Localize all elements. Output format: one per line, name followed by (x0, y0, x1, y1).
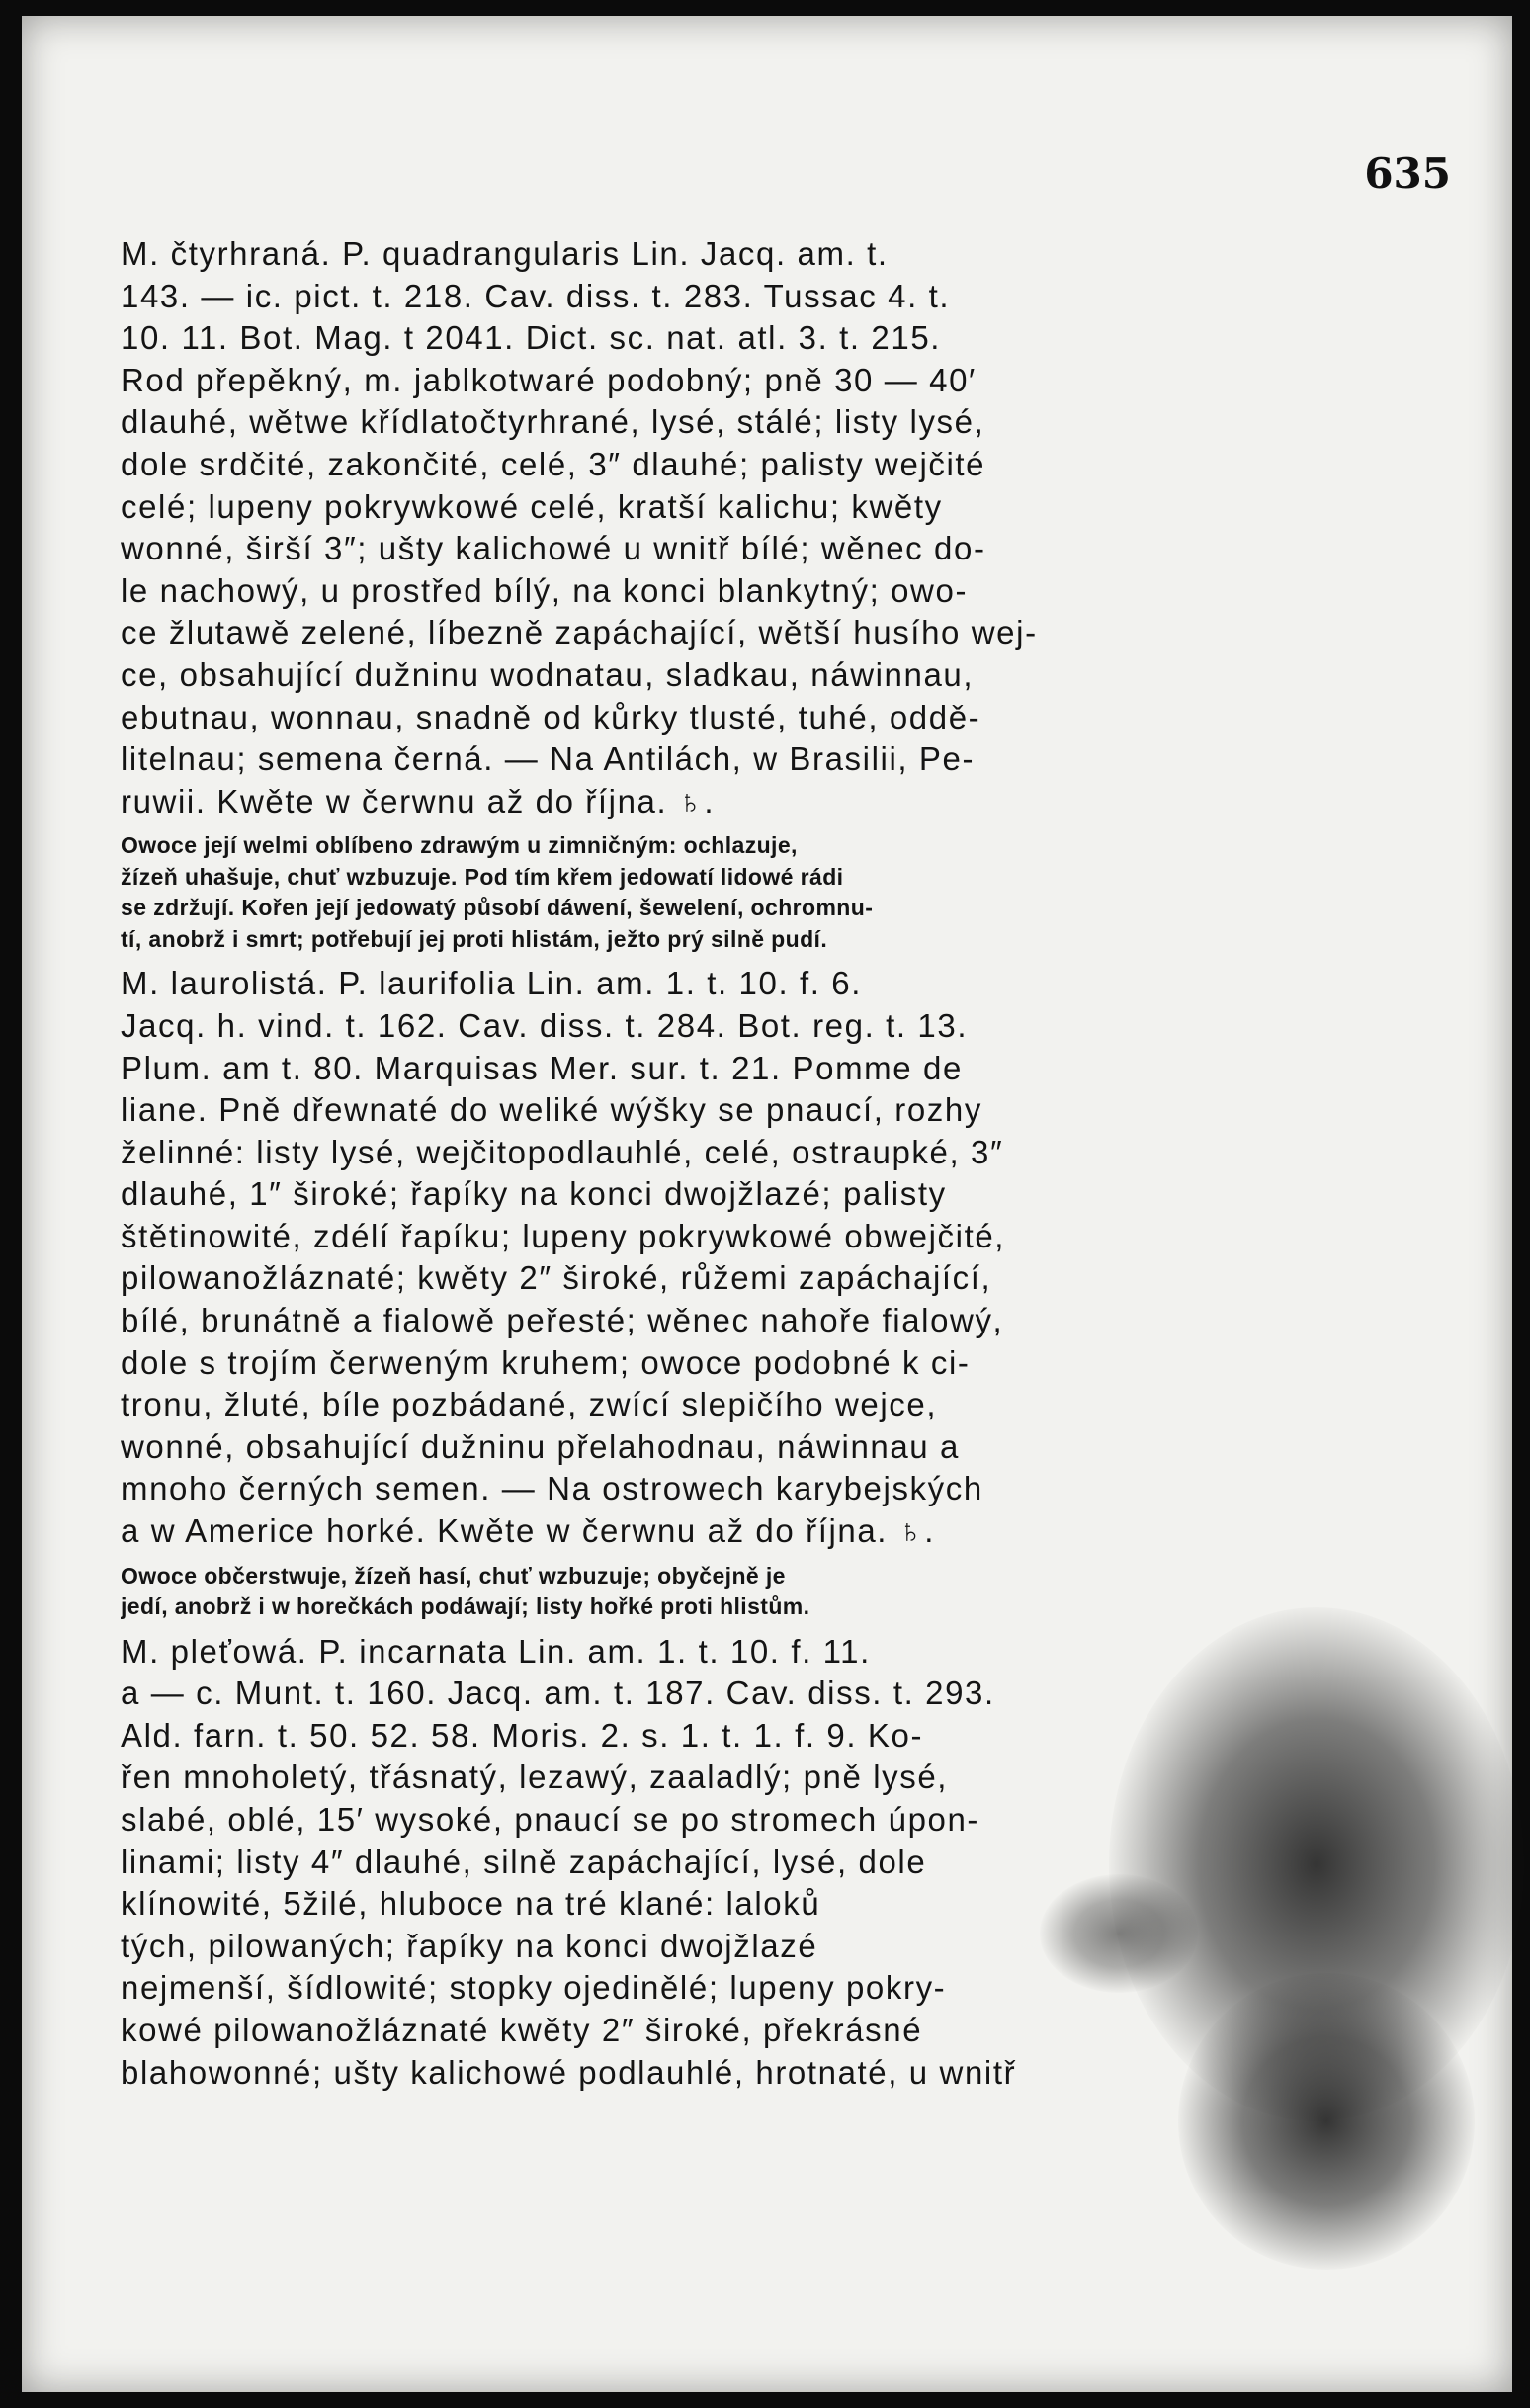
footnote-line: tí, anobrž i smrt; potřebují jej proti hlistám, ježto prý silně pudí. (121, 925, 828, 952)
text-line: dlauhé, wětwe křídlatočtyrhrané, lysé, stálé; listy lysé, (121, 403, 985, 441)
text-line: klínowité, 5žilé, hluboce na tré klané: laloků (121, 1885, 821, 1923)
text-line: celé; lupeny pokrywkowé celé, kratší kalichu; kwěty (121, 487, 943, 525)
text-line: wonné, širší 3″; ušty kalichowé u wnitř bílé; wěnec do- (121, 530, 986, 567)
text-line: pilowanožláznaté; kwěty 2″ široké, růžemi zapáchající, (121, 1259, 992, 1297)
text-line: ce žlutawě zelené, líbezně zapáchající, wětší husího wej- (121, 614, 1038, 651)
text-line: Jacq. h. vind. t. 162. Cav. diss. t. 284. Bot. reg. t. 13. (121, 1006, 969, 1044)
paragraph-gap (121, 1553, 1218, 1561)
text-line: M. pleťowá. P. incarnata Lin. am. 1. t. 10. f. 11. (121, 1632, 871, 1670)
text-line: a — c. Munt. t. 160. Jacq. am. t. 187. Cav. diss. t. 293. (121, 1675, 995, 1712)
text-line: M. laurolistá. P. laurifolia Lin. am. 1. t. 10. f. 6. (121, 965, 863, 1002)
text-line: tých, pilowaných; řapíky na konci dwojžlazé (121, 1927, 818, 1964)
text-line: štětinowité, zdélí řapíku; lupeny pokrywkowé obwejčité, (121, 1217, 1006, 1254)
text-line: kowé pilowanožláznaté kwěty 2″ široké, překrásné (121, 2011, 923, 2048)
paragraph-gap (121, 955, 1218, 963)
text-line: dole s trojím čerweným kruhem; owoce podobné k ci- (121, 1343, 971, 1381)
book-page (22, 16, 1512, 2392)
text-line: bílé, brunátně a fialowě peřesté; wěnec nahoře fialowý, (121, 1302, 1004, 1339)
text-line: řen mnoholetý, třásnatý, lezawý, zaaladlý; pně lysé, (121, 1759, 949, 1796)
text-line: wonné, obsahující dužninu přelahodnau, náwinnau a (121, 1427, 960, 1465)
text-line: litelnau; semena černá. — Na Antilách, w Brasilii, Pe- (121, 740, 976, 778)
text-line: Rod přepěkný, m. jablkotwaré podobný; pně 30 — 40′ (121, 361, 977, 398)
footnote-line: žízeň uhašuje, chuť wzbuzuje. Pod tím křem jedowatí lidowé rádi (121, 863, 844, 890)
text-line: slabé, oblé, 15′ wysoké, pnaucí se po stromech úpon- (121, 1801, 980, 1838)
page-number: 635 (1364, 149, 1451, 198)
text-line: Plum. am t. 80. Marquisas Mer. sur. t. 21. Pomme de (121, 1049, 963, 1086)
text-line: M. čtyrhraná. P. quadrangularis Lin. Jacq. am. t. (121, 235, 889, 272)
page-text (121, 233, 1218, 2094)
text-line: ebutnau, wonnau, snadně od kůrky tlusté, tuhé, oddě- (121, 698, 981, 735)
text-line: linami; listy 4″ dlauhé, silně zapáchající, lysé, dole (121, 1843, 927, 1880)
paragraph-gap (121, 822, 1218, 830)
text-line: a w Americe horké. Kwěte w čerwnu až do října. ♄. (121, 1512, 935, 1550)
text-line: tronu, žluté, bíle pozbádané, zwící slepičího wejce, (121, 1386, 938, 1423)
footnote-line: se zdržují. Kořen její jedowatý působí dáwení, šewelení, ochromnu- (121, 895, 874, 921)
text-line: liane. Pně dřewnaté do weliké wýšky se pnaucí, rozhy (121, 1091, 982, 1129)
text-line: dlauhé, 1″ široké; řapíky na konci dwojžlazé; palisty (121, 1175, 947, 1213)
text-line: 143. — ic. pict. t. 218. Cav. diss. t. 283. Tussac 4. t. (121, 277, 951, 314)
text-line: nejmenší, šídlowité; stopky ojedinělé; lupeny pokry- (121, 1969, 947, 2007)
footnote-line: Owoce občerstwuje, žízeň hasí, chuť wzbuzuje; obyčejně je (121, 1562, 786, 1589)
text-line: želinné: listy lysé, wejčitopodlauhlé, celé, ostraupké, 3″ (121, 1133, 1004, 1170)
footnote-line: jedí, anobrž i w horečkách podáwají; listy hořké proti hlistům. (121, 1593, 810, 1620)
text-line: le nachowý, u prostřed bílý, na konci blankytný; owo- (121, 571, 969, 609)
footnote-line: Owoce její welmi oblíbeno zdrawým u zimničným: ochlazuje, (121, 832, 798, 859)
ink-stain (1178, 1973, 1475, 2270)
text-line: 10. 11. Bot. Mag. t 2041. Dict. sc. nat. atl. 3. t. 215. (121, 319, 942, 357)
text-line: Ald. farn. t. 50. 52. 58. Moris. 2. s. 1. t. 1. f. 9. Ko- (121, 1716, 924, 1754)
paragraph-gap (121, 1623, 1218, 1631)
text-line: blahowonné; ušty kalichowé podlauhlé, hrotnaté, u wnitř (121, 2053, 1017, 2091)
text-line: ruwii. Kwěte w čerwnu až do října. ♄. (121, 782, 716, 819)
text-line: ce, obsahující dužninu wodnatau, sladkau, náwinnau, (121, 655, 975, 693)
text-line: dole srdčité, zakončité, celé, 3″ dlauhé; palisty wejčité (121, 445, 986, 482)
text-line: mnoho černých semen. — Na ostrowech karybejských (121, 1470, 983, 1507)
